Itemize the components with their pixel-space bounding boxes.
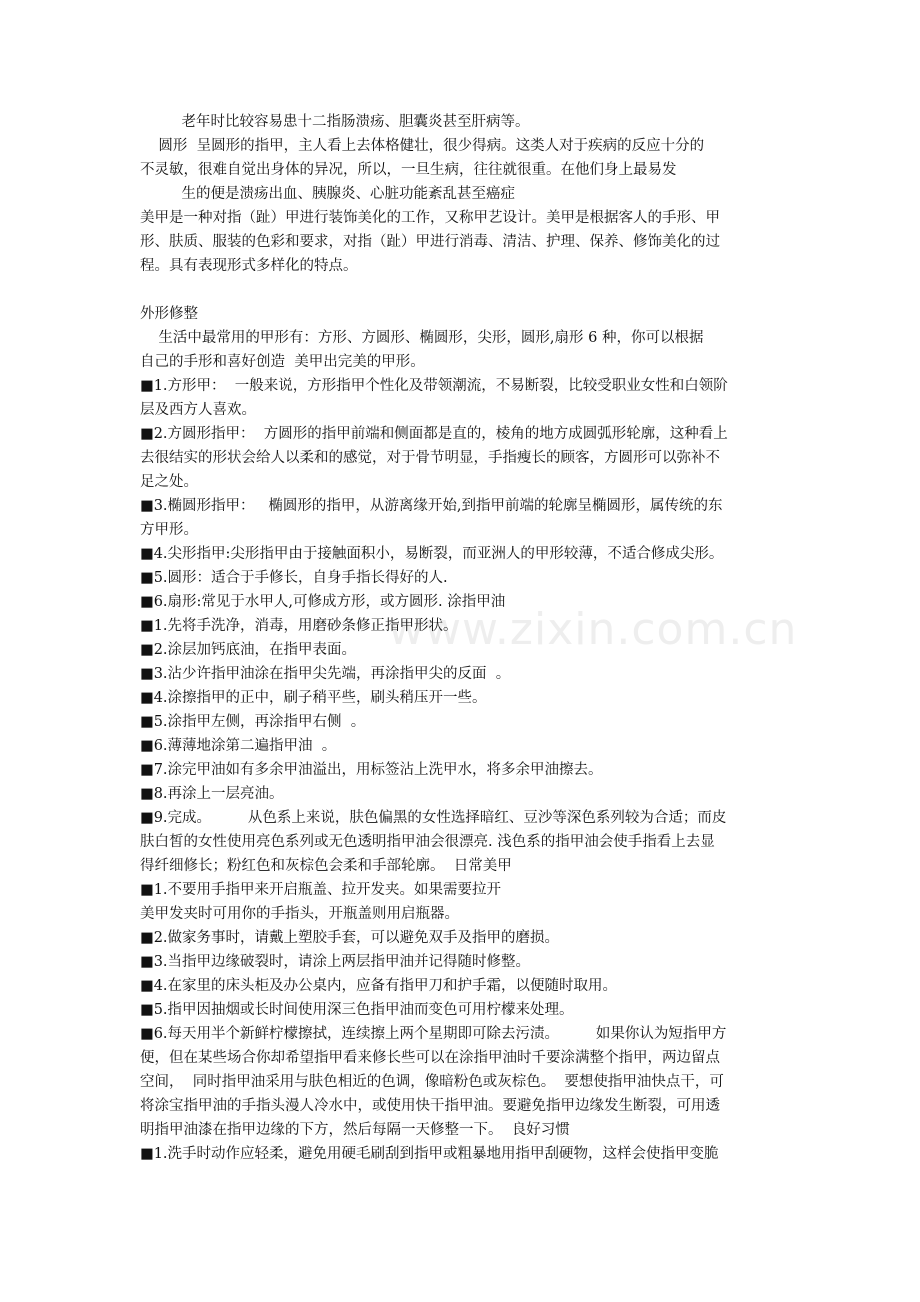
text-line: ■7.涂完甲油如有多余甲油溢出，用标签沾上洗甲水，将多余甲油擦去。: [140, 762, 603, 778]
text-line: ■2.涂层加钙底油，在指甲表面。: [140, 642, 357, 658]
text-line: ■5.圆形：适合于手修长，自身手指长得好的人.: [140, 570, 448, 586]
text-line: ■2.做家务事时，请戴上塑胶手套，可以避免双手及指甲的磨损。: [140, 930, 560, 946]
text-line: ■6.薄薄地涂第二遍指甲油 。: [140, 738, 337, 754]
text-line: ■2.方圆形指甲： 方圆形的指甲前端和侧面都是直的，棱角的地方成圆弧形轮廓，这种看上: [140, 426, 728, 442]
text-line: ■3.当指甲边缘破裂时，请涂上两层指甲油并记得随时修整。: [140, 954, 531, 970]
text-line: 明指甲油漆在指甲边缘的下方，然后每隔一天修整一下。 良好习惯: [140, 1122, 570, 1138]
text-line: 自己的手形和喜好创造 美甲出完美的甲形。: [140, 354, 425, 370]
text-line: 美甲是一种对指（趾）甲进行装饰美化的工作，又称甲艺设计。美甲是根据客人的手形、甲: [140, 210, 720, 226]
text-line: ■1.洗手时动作应轻柔，避免用硬毛刷刮到指甲或粗暴地用指甲刮硬物，这样会使指甲变脆: [140, 1146, 719, 1162]
text-line: 外形修整: [140, 306, 198, 322]
text-line: 美甲发夹时可用你的手指头，开瓶盖则用启瓶器。: [140, 906, 459, 922]
text-line: 不灵敏，很难自觉出身体的异况，所以，一旦生病，往往就很重。在他们身上最易发: [140, 162, 677, 178]
text-line: ■5.指甲因抽烟或长时间使用深三色指甲油而变色可用柠檬来处理。: [140, 1002, 574, 1018]
text-line: ■9.完成。 从色系上来说，肤色偏黑的女性选择暗红、豆沙等深色系列较为合适；而皮: [140, 810, 727, 826]
text-line: ■6.扇形:常见于水甲人,可修成方形，或方圆形. 涂指甲油: [140, 594, 506, 610]
text-line: 层及西方人喜欢。: [140, 402, 256, 418]
text-line: ■4.涂擦指甲的正中，刷子稍平些，刷头稍压开一些。: [140, 690, 487, 706]
text-line: 程。具有表现形式多样化的特点。: [140, 258, 358, 274]
text-line: ■3.沾少许指甲油涂在指甲尖先端，再涂指甲尖的反面 。: [140, 666, 511, 682]
watermark: www.zixin.com.cn: [388, 604, 798, 655]
text-line: ■3.椭圆形指甲： 椭圆形的指甲，从游离缘开始,到指甲前端的轮廓呈椭圆形，属传统的东: [140, 498, 723, 514]
text-line: 去很结实的形状会给人以柔和的感觉，对于骨节明显，手指瘦长的顾客，方圆形可以弥补不: [140, 450, 720, 466]
text-line: 肤白皙的女性使用亮色系列或无色透明指甲油会很漂亮. 浅色系的指甲油会使手指看上去显: [140, 834, 715, 850]
text-line: 将涂宝指甲油的手指头漫人冷水中，或使用快干指甲油。要避免指甲边缘发生断裂，可用透: [140, 1098, 720, 1114]
text-line: 圆形 呈圆形的指甲，主人看上去体格健壮，很少得病。这类人对于疾病的反应十分的: [140, 138, 705, 154]
text-line: 生的便是溃疡出血、胰腺炎、心脏功能紊乱甚至癌症: [140, 186, 515, 202]
text-line: 便，但在某些场合你却希望指甲看来修长些可以在涂指甲油时千要涂满整个指甲，两边留点: [140, 1050, 720, 1066]
text-line: 生活中最常用的甲形有：方形、方圆形、椭圆形，尖形，圆形,扇形 6 种，你可以根据: [140, 330, 704, 346]
text-line: 老年时比较容易患十二指肠溃疡、胆囊炎甚至肝病等。: [140, 114, 530, 130]
text-line: ■1.不要用手指甲来开启瓶盖、拉开发夹。如果需要拉开: [140, 882, 502, 898]
text-line: ■1.先将手洗净，消毒，用磨砂条修正指甲形状。: [140, 618, 458, 634]
text-line: ■6.每天用半个新鲜柠檬擦拭，连续擦上两个星期即可除去污渍。 如果你认为短指甲方: [140, 1026, 727, 1042]
text-line: ■4.在家里的床头柜及办公桌内，应备有指甲刀和护手霜，以便随时取用。: [140, 978, 618, 994]
text-line: ■4.尖形指甲:尖形指甲由于接触面积小，易断裂，而亚洲人的甲形较薄，不适合修成尖形。: [140, 546, 724, 562]
text-line: 得纤细修长；粉红色和灰棕色会柔和手部轮廓。 日常美甲: [140, 858, 512, 874]
text-line: ■8.再涂上一层亮油。: [140, 786, 284, 802]
text-line: 形、肤质、服装的色彩和要求，对指（趾）甲进行消毒、清洁、护理、保养、修饰美化的过: [140, 234, 720, 250]
text-line: ■5.涂指甲左侧，再涂指甲右侧 。: [140, 714, 366, 730]
text-line: ■1.方形甲： 一般来说，方形指甲个性化及带领潮流，不易断裂，比较受职业女性和白领阶: [140, 378, 728, 394]
text-line: 足之处。: [140, 474, 198, 490]
text-line: 空间， 同时指甲油采用与肤色相近的色调，像暗粉色或灰棕色。 要想使指甲油快点干，可: [140, 1074, 724, 1090]
text-line: 方甲形。: [140, 522, 198, 538]
